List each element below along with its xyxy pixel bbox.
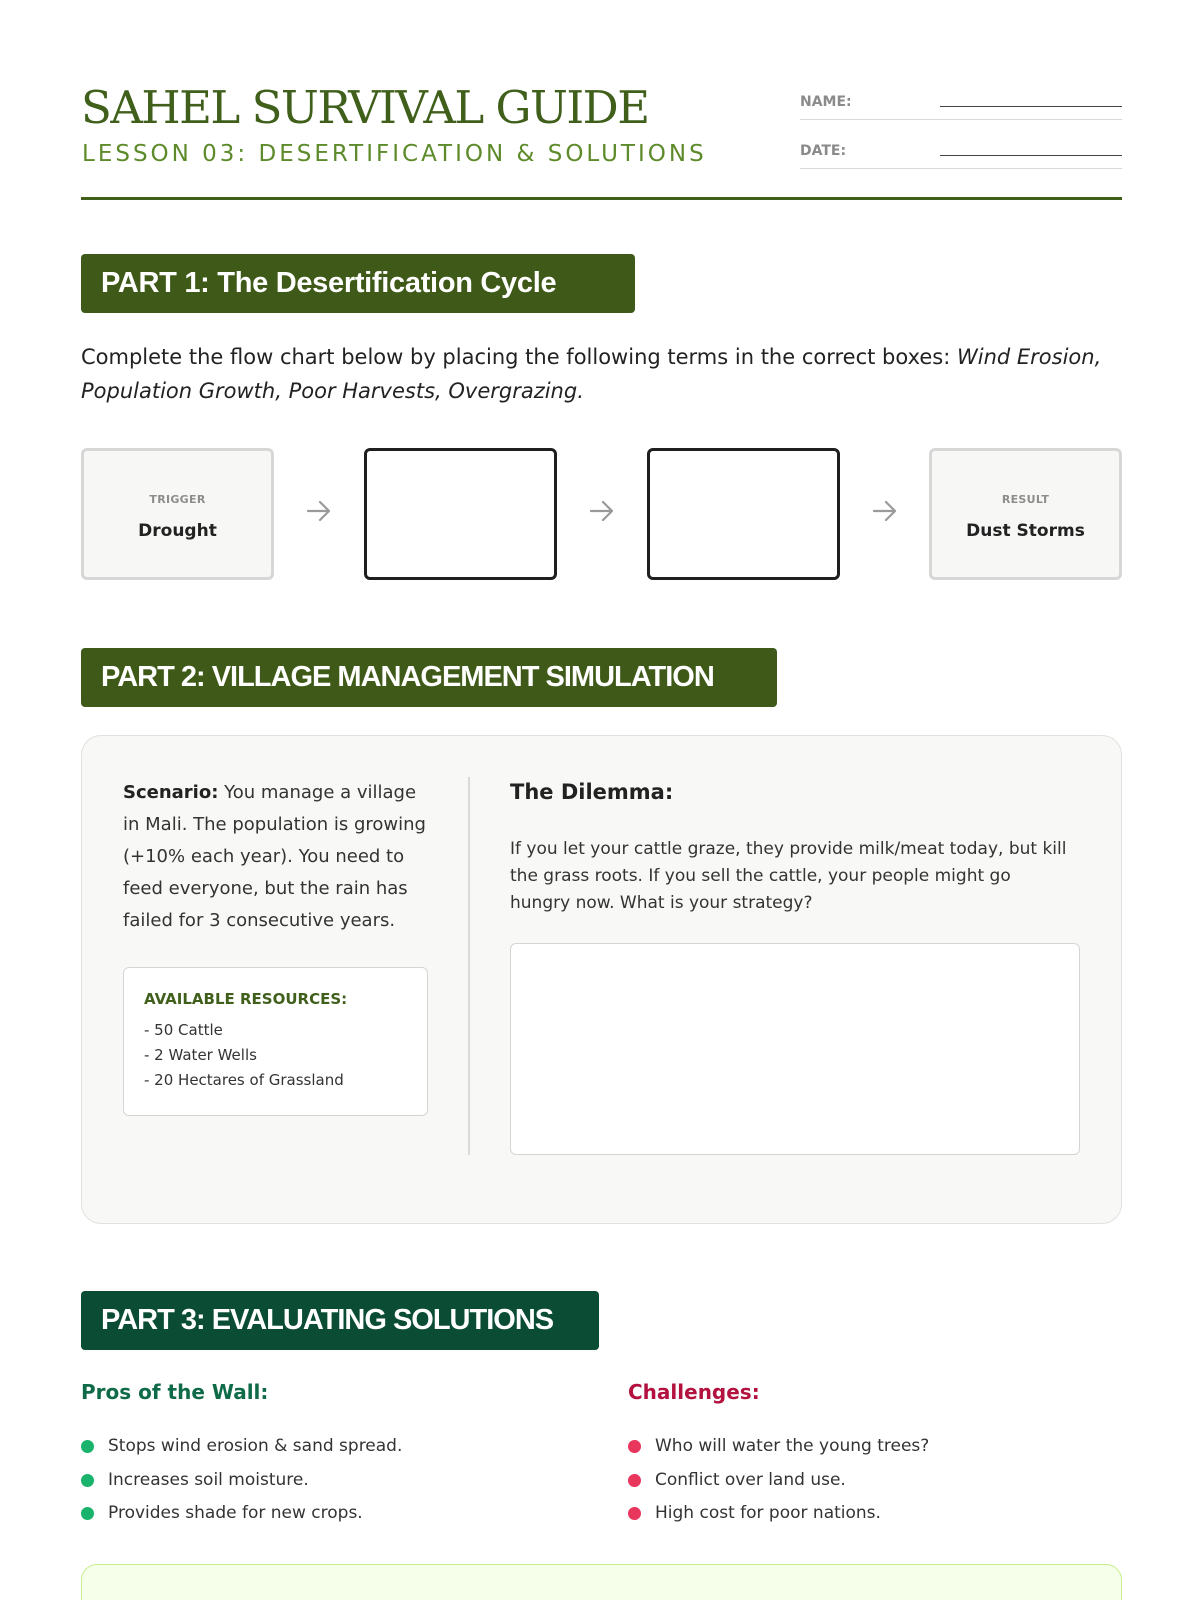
list-item xyxy=(628,1464,929,1498)
part3-heading: PART 3: EVALUATING SOLUTIONS xyxy=(81,1291,599,1350)
green-dot-icon xyxy=(81,1440,94,1453)
dilemma-text: If you let your cattle graze, they provide milk/meat today, but kill the grass roots. If you sell the cattle, your people might go hungry now. What is your strategy? xyxy=(510,839,1067,913)
flow-box-trigger xyxy=(81,448,274,580)
resource-item: - 2 Water Wells xyxy=(144,1046,257,1064)
arrow-right-icon xyxy=(587,496,617,526)
name-label: NAME: xyxy=(800,94,852,110)
red-dot-icon xyxy=(628,1474,641,1487)
pro-text: Increases soil moisture. xyxy=(108,1469,309,1490)
column-divider xyxy=(468,777,470,1155)
name-blank-line[interactable] xyxy=(940,106,1122,107)
flow-box-blank-2[interactable] xyxy=(647,448,840,580)
result-value: Dust Storms xyxy=(966,521,1085,541)
pros-list xyxy=(81,1430,402,1531)
simulation-panel xyxy=(81,735,1122,1224)
challenge-text: Who will water the young trees? xyxy=(655,1436,930,1456)
instructions-text: Complete the flow chart below by placing the following terms in the correct boxes: xyxy=(81,345,957,369)
challenges-title: Challenges: xyxy=(628,1380,760,1404)
reflection-box xyxy=(81,1564,1122,1600)
list-item xyxy=(628,1497,929,1531)
dilemma-title: The Dilemma: xyxy=(510,780,674,804)
date-label: DATE: xyxy=(800,143,847,159)
part2-heading: PART 2: VILLAGE MANAGEMENT SIMULATION xyxy=(81,648,777,707)
green-dot-icon xyxy=(81,1507,94,1520)
date-blank-line[interactable] xyxy=(940,155,1122,156)
trigger-value: Drought xyxy=(138,521,217,541)
worksheet-header xyxy=(81,0,1122,200)
resources-title: AVAILABLE RESOURCES: xyxy=(144,990,348,1008)
resource-item: - 50 Cattle xyxy=(144,1021,223,1039)
arrow-right-icon xyxy=(870,496,900,526)
worksheet-page xyxy=(81,0,1122,1523)
strategy-answer-box[interactable] xyxy=(510,943,1080,1155)
list-item xyxy=(81,1464,402,1498)
challenge-text: Conflict over land use. xyxy=(655,1469,846,1490)
lesson-subtitle: LESSON 03: DESERTIFICATION & SOLUTIONS xyxy=(82,141,707,167)
resource-item: - 20 Hectares of Grassland xyxy=(144,1071,344,1089)
result-label: RESULT xyxy=(1001,493,1050,506)
red-dot-icon xyxy=(628,1507,641,1520)
challenges-list xyxy=(628,1430,929,1531)
scenario-label: Scenario: xyxy=(123,782,219,803)
challenge-text: High cost for poor nations. xyxy=(655,1503,881,1523)
list-item xyxy=(81,1430,402,1464)
date-field[interactable] xyxy=(800,143,1122,169)
flow-box-result xyxy=(929,448,1122,580)
instructions-terms: Wind Erosion, Population Growth, Poor Harvests, Overgrazing. xyxy=(81,345,1102,403)
pros-title: Pros of the Wall: xyxy=(81,1380,269,1404)
red-dot-icon xyxy=(628,1440,641,1453)
resources-card xyxy=(123,967,428,1116)
green-dot-icon xyxy=(81,1474,94,1487)
scenario-body: You manage a village in Mali. The population is growing (+10% each year). You need to feed everyone, but the rain has failed for 3 consecutive years. xyxy=(123,782,426,931)
pro-text: Provides shade for new crops. xyxy=(108,1503,363,1523)
arrow-right-icon xyxy=(304,496,334,526)
name-field[interactable] xyxy=(800,94,1122,120)
trigger-label: TRIGGER xyxy=(149,493,206,506)
list-item xyxy=(81,1497,402,1531)
scenario-text xyxy=(123,777,433,937)
part1-heading: PART 1: The Desertification Cycle xyxy=(81,254,635,313)
part1-instructions xyxy=(81,340,1122,408)
page-title: SAHEL SURVIVAL GUIDE xyxy=(81,81,649,134)
pro-text: Stops wind erosion & sand spread. xyxy=(108,1436,403,1456)
list-item xyxy=(628,1430,929,1464)
flow-box-blank-1[interactable] xyxy=(364,448,557,580)
